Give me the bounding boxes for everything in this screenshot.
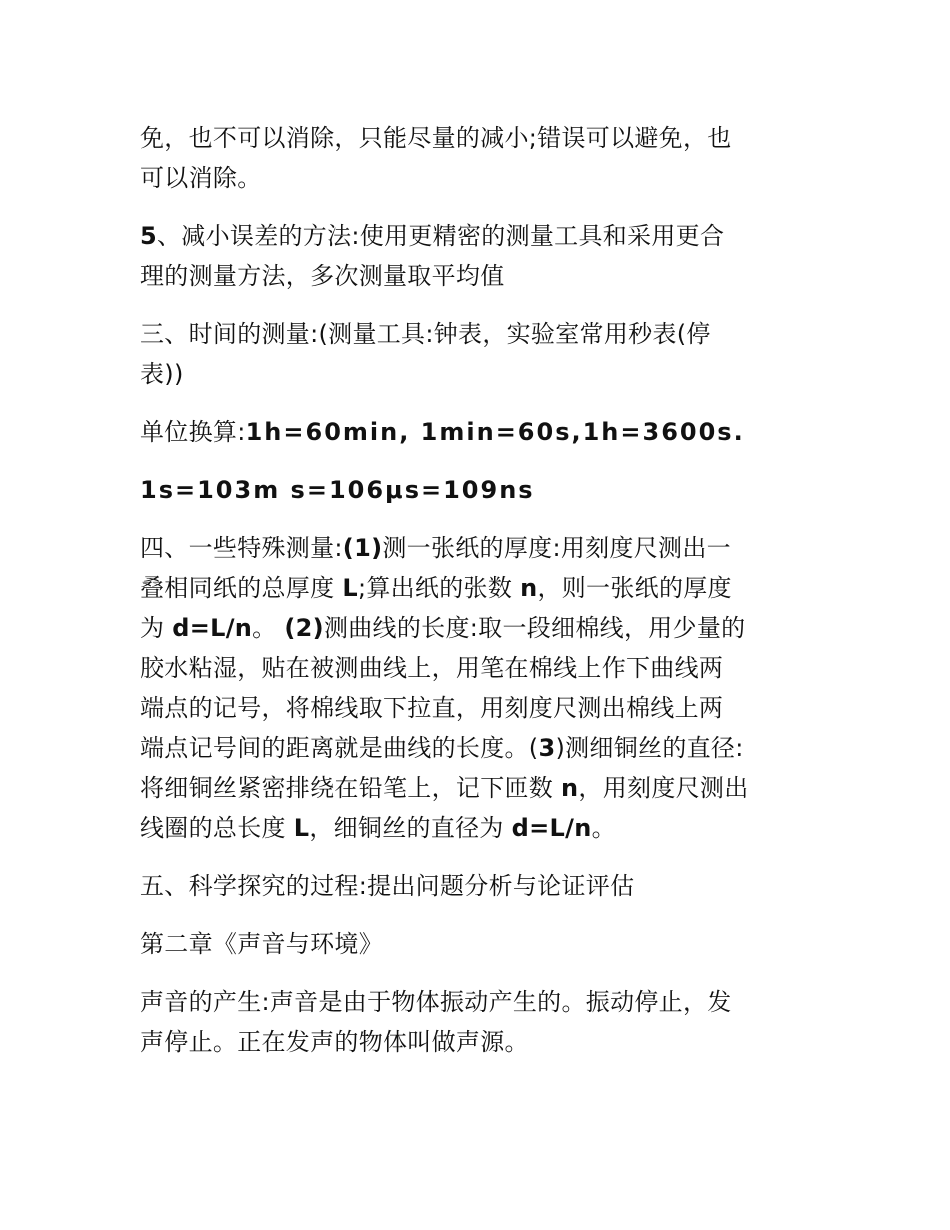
paragraph-unit-conversion <box>140 412 820 452</box>
text-span: )测细铜丝的直径: <box>555 734 744 762</box>
text-span: 线圈的总长度 <box>140 814 294 842</box>
chapter-heading <box>140 924 820 964</box>
text-span: ，则一张纸的厚度 <box>537 574 732 602</box>
item-number: 5 <box>140 222 157 250</box>
text-span: 叠相同纸的总厚度 <box>140 574 343 602</box>
paragraph-science-inquiry <box>140 866 820 906</box>
text-line: 三、时间的测量:(测量工具:钟表，实验室常用秒表(停 <box>140 320 711 348</box>
text-span: ，用刻度尺测出 <box>578 774 749 802</box>
item-number: (1) <box>342 534 383 562</box>
formula: d=L/n <box>511 814 592 842</box>
item-number: (2) <box>284 614 324 642</box>
unit-formula: 1h=60min, 1min=60s,1h=3600s. <box>245 418 745 446</box>
paragraph-special-measurement <box>140 528 820 848</box>
variable: L <box>293 814 310 842</box>
text-span: 。 <box>252 614 285 642</box>
text-span: ，细铜丝的直径为 <box>309 814 512 842</box>
text-line: 理的测量方法，多次测量取平均值 <box>140 262 505 290</box>
text-line <box>140 608 820 648</box>
paragraph-time-measurement <box>140 314 820 394</box>
text-line: 胶水粘湿，贴在被测曲线上，用笔在棉线上作下曲线两 <box>140 654 724 682</box>
text-span: ;算出纸的张数 <box>357 574 521 602</box>
unit-label: 单位换算: <box>140 418 246 446</box>
variable: L <box>342 574 358 602</box>
text-line: 五、科学探究的过程:提出问题分析与论证评估 <box>140 872 635 900</box>
text-line: 表)) <box>140 360 184 388</box>
text-span: 四、一些特殊测量: <box>140 534 343 562</box>
text-line <box>140 728 820 768</box>
text-span: 测一张纸的厚度:用刻度尺测出一 <box>382 534 731 562</box>
text-span: 端点记号间的距离就是曲线的长度。( <box>140 734 539 762</box>
text-line: 第二章《声音与环境》 <box>140 930 383 958</box>
text-line: 端点的记号，将棉线取下拉直，用刻度尺测出棉线上两 <box>140 694 724 722</box>
text-line <box>140 568 820 608</box>
paragraph-sound-production <box>140 982 820 1062</box>
text-span: 测曲线的长度:取一段细棉线，用少量的 <box>323 614 746 642</box>
paragraph-second-conversion <box>140 470 820 510</box>
paragraph-error-note <box>140 118 820 198</box>
second-formula: 1s=103m s=106μs=109ns <box>140 476 535 504</box>
text-line: 免，也不可以消除，只能尽量的减小;错误可以避免，也 <box>140 124 732 152</box>
document-page <box>140 118 820 1080</box>
text-line <box>140 768 820 808</box>
text-span: 为 <box>140 614 173 642</box>
formula: d=L/n <box>172 614 253 642</box>
item-number: 3 <box>538 734 556 762</box>
variable: n <box>520 574 538 602</box>
paragraph-reduce-error <box>140 216 820 296</box>
text-line <box>140 216 820 256</box>
text-span: 、减小误差的方法:使用更精密的测量工具和采用更合 <box>157 222 725 250</box>
text-line <box>140 808 820 848</box>
text-line: 声停止。正在发声的物体叫做声源。 <box>140 1028 529 1056</box>
text-span: 。 <box>591 814 616 842</box>
text-line: 可以消除。 <box>140 164 262 192</box>
text-span: 将细铜丝紧密排绕在铅笔上，记下匝数 <box>140 774 562 802</box>
text-line: 声音的产生:声音是由于物体振动产生的。振动停止，发 <box>140 988 732 1016</box>
text-line <box>140 528 820 568</box>
text-line <box>140 412 820 452</box>
variable: n <box>561 774 579 802</box>
